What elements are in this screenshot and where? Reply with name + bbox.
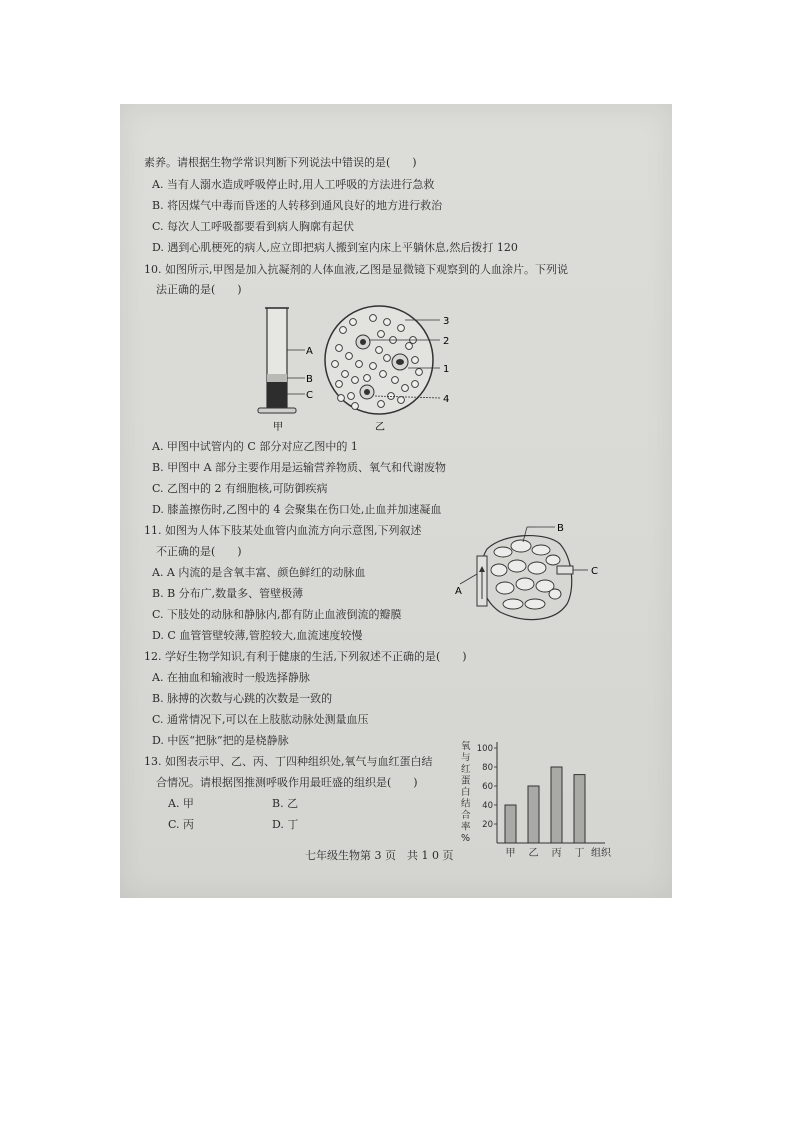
q10-option-a: A. 甲图中试管内的 C 部分对应乙图中的 1 xyxy=(152,440,358,453)
blood-smear xyxy=(325,306,449,433)
q10-figure xyxy=(255,300,470,435)
bar-3 xyxy=(574,775,585,843)
red-blood-cell xyxy=(336,345,343,352)
red-blood-cell xyxy=(346,353,353,360)
tube-label-c: C xyxy=(306,390,313,401)
q10-stem: 10. 如图所示,甲图是加入抗凝剂的人体血液,乙图是显微镜下观察到的人血涂片。下列说 xyxy=(144,263,568,276)
oxygen-binding-chart xyxy=(455,738,615,863)
red-blood-cell xyxy=(380,371,387,378)
capillary-loop xyxy=(516,578,534,590)
q11-figure xyxy=(455,514,605,629)
exam-page xyxy=(120,104,672,898)
figure-label-yi: 乙 xyxy=(375,422,385,433)
red-blood-cell xyxy=(348,393,355,400)
red-blood-cell xyxy=(388,393,395,400)
red-blood-cell xyxy=(356,361,363,368)
y-tick-label: 80 xyxy=(482,763,493,773)
red-blood-cell xyxy=(406,343,413,350)
capillary-loop xyxy=(511,540,531,552)
q11-stem: 11. 如图为人体下肢某处血管内血流方向示意图,下列叙述 xyxy=(144,524,422,537)
bar-2 xyxy=(551,767,562,843)
tube-label-b: B xyxy=(306,374,313,385)
q11-option-c: C. 下肢处的动脉和静脉内,都有防止血液倒流的瓣膜 xyxy=(152,608,402,621)
x-tick-label: 丁 xyxy=(574,848,585,859)
q12-option-b: B. 脉搏的次数与心跳的次数是一致的 xyxy=(152,692,333,705)
chart-x-axis xyxy=(497,843,605,859)
red-blood-cell xyxy=(402,385,409,392)
q9-stem: 素养。请根据生物学常识判断下列说法中错误的是( ) xyxy=(144,156,417,169)
y-tick-label: 20 xyxy=(482,820,493,830)
q11-option-b: B. B 分布广,数量多、管壁极薄 xyxy=(152,587,304,600)
q9-option-a: A. 当有人溺水造成呼吸停止时,用人工呼吸的方法进行急救 xyxy=(152,178,435,191)
capillary-loop xyxy=(491,564,507,576)
red-blood-cell xyxy=(378,331,385,338)
capillary-loop xyxy=(532,545,550,555)
capillary-loop xyxy=(496,582,514,594)
x-tick-label: 甲 xyxy=(505,848,516,859)
capillary-loop xyxy=(503,599,523,609)
capillary-loop xyxy=(494,547,512,557)
q11-option-a: A. A 内流的是含氧丰富、颜色鲜红的动脉血 xyxy=(152,566,366,579)
red-blood-cell xyxy=(398,397,405,404)
red-blood-cell xyxy=(336,381,343,388)
tube-label-a: A xyxy=(306,346,313,357)
vessel-label-a: A xyxy=(455,586,462,597)
red-blood-cell xyxy=(412,357,419,364)
x-tick-label: 乙 xyxy=(528,848,539,859)
capillary-loop xyxy=(528,562,546,574)
q13-option-b: B. 乙 xyxy=(272,797,299,810)
smear-label-4: 4 xyxy=(443,394,450,405)
red-blood-cell xyxy=(370,315,377,322)
smear-label-3: 3 xyxy=(443,316,450,327)
y-tick-label: 60 xyxy=(482,782,493,792)
red-blood-cell xyxy=(364,375,371,382)
q9-option-c: C. 每次人工呼吸都要看到病人胸廓有起伏 xyxy=(152,220,355,233)
red-blood-cell xyxy=(370,363,377,370)
chart-ylabel: 氧与红蛋白结合率% xyxy=(461,741,471,844)
q13-stem: 13. 如图表示甲、乙、丙、丁四种组织处,氧气与血红蛋白结 xyxy=(144,755,433,768)
q12-option-d: D. 中医“把脉”把的是桡静脉 xyxy=(152,734,289,747)
red-blood-cell xyxy=(378,401,385,408)
red-blood-cell xyxy=(398,325,405,332)
q11-option-d: D. C 血管管壁较薄,管腔较大,血流速度较慢 xyxy=(152,629,363,642)
q10-stem-cont: 法正确的是( ) xyxy=(156,283,242,296)
red-blood-cell xyxy=(332,361,339,368)
x-tick-label: 丙 xyxy=(551,848,562,859)
vessel-label-c: C xyxy=(591,566,598,577)
q13-option-d: D. 丁 xyxy=(272,818,299,831)
red-blood-cell xyxy=(412,381,419,388)
q12-option-c: C. 通常情况下,可以在上肢肱动脉处测量血压 xyxy=(152,713,369,726)
smear-label-1: 1 xyxy=(443,364,450,375)
test-tube xyxy=(258,308,313,433)
chart-y-axis xyxy=(477,742,497,843)
chart-xlabel: 组织 xyxy=(591,848,611,859)
q13-option-a: A. 甲 xyxy=(168,797,194,810)
red-blood-cell xyxy=(384,319,391,326)
bar-1 xyxy=(528,786,539,843)
red-blood-cell xyxy=(352,403,359,410)
red-blood-cell xyxy=(352,377,359,384)
capillary-loop xyxy=(549,589,561,599)
red-blood-cell xyxy=(342,371,349,378)
red-blood-cell xyxy=(376,347,383,354)
red-blood-cell xyxy=(384,355,391,362)
smear-label-2: 2 xyxy=(443,336,450,347)
red-blood-cell xyxy=(340,327,347,334)
figure-label-jia: 甲 xyxy=(273,422,283,433)
q12-stem: 12. 学好生物学知识,有利于健康的生活,下列叙述不正确的是( ) xyxy=(144,650,467,663)
page-footer: 七年级生物第 3 页 共 1 0 页 xyxy=(305,849,454,862)
vessel-label-b: B xyxy=(557,523,564,534)
chart-bars xyxy=(505,767,585,843)
capillary-loop xyxy=(546,555,560,565)
q10-option-b: B. 甲图中 A 部分主要作用是运输营养物质、氧气和代谢废物 xyxy=(152,461,447,474)
q11-stem-cont: 不正确的是( ) xyxy=(156,545,242,558)
y-tick-label: 40 xyxy=(482,801,493,811)
capillary-loop xyxy=(508,560,526,572)
red-blood-cell xyxy=(392,377,399,384)
bar-0 xyxy=(505,805,516,843)
red-blood-cell xyxy=(338,395,345,402)
q12-option-a: A. 在抽血和输液时一般选择静脉 xyxy=(152,671,310,684)
y-tick-label: 100 xyxy=(476,744,493,754)
q13-stem-cont: 合情况。请根据图推测呼吸作用最旺盛的组织是( ) xyxy=(156,776,418,789)
capillary-loop xyxy=(525,599,545,609)
q10-option-d: D. 膝盖擦伤时,乙图中的 4 会聚集在伤口处,止血并加速凝血 xyxy=(152,503,442,516)
red-blood-cell xyxy=(350,319,357,326)
q13-option-c: C. 丙 xyxy=(168,818,195,831)
red-blood-cell xyxy=(416,369,423,376)
q9-option-b: B. 将因煤气中毒而昏迷的人转移到通风良好的地方进行救治 xyxy=(152,199,443,212)
q10-option-c: C. 乙图中的 2 有细胞核,可防御疾病 xyxy=(152,482,328,495)
q9-option-d: D. 遇到心肌梗死的病人,应立即把病人搬到室内床上平躺休息,然后拨打 120 xyxy=(152,241,518,254)
